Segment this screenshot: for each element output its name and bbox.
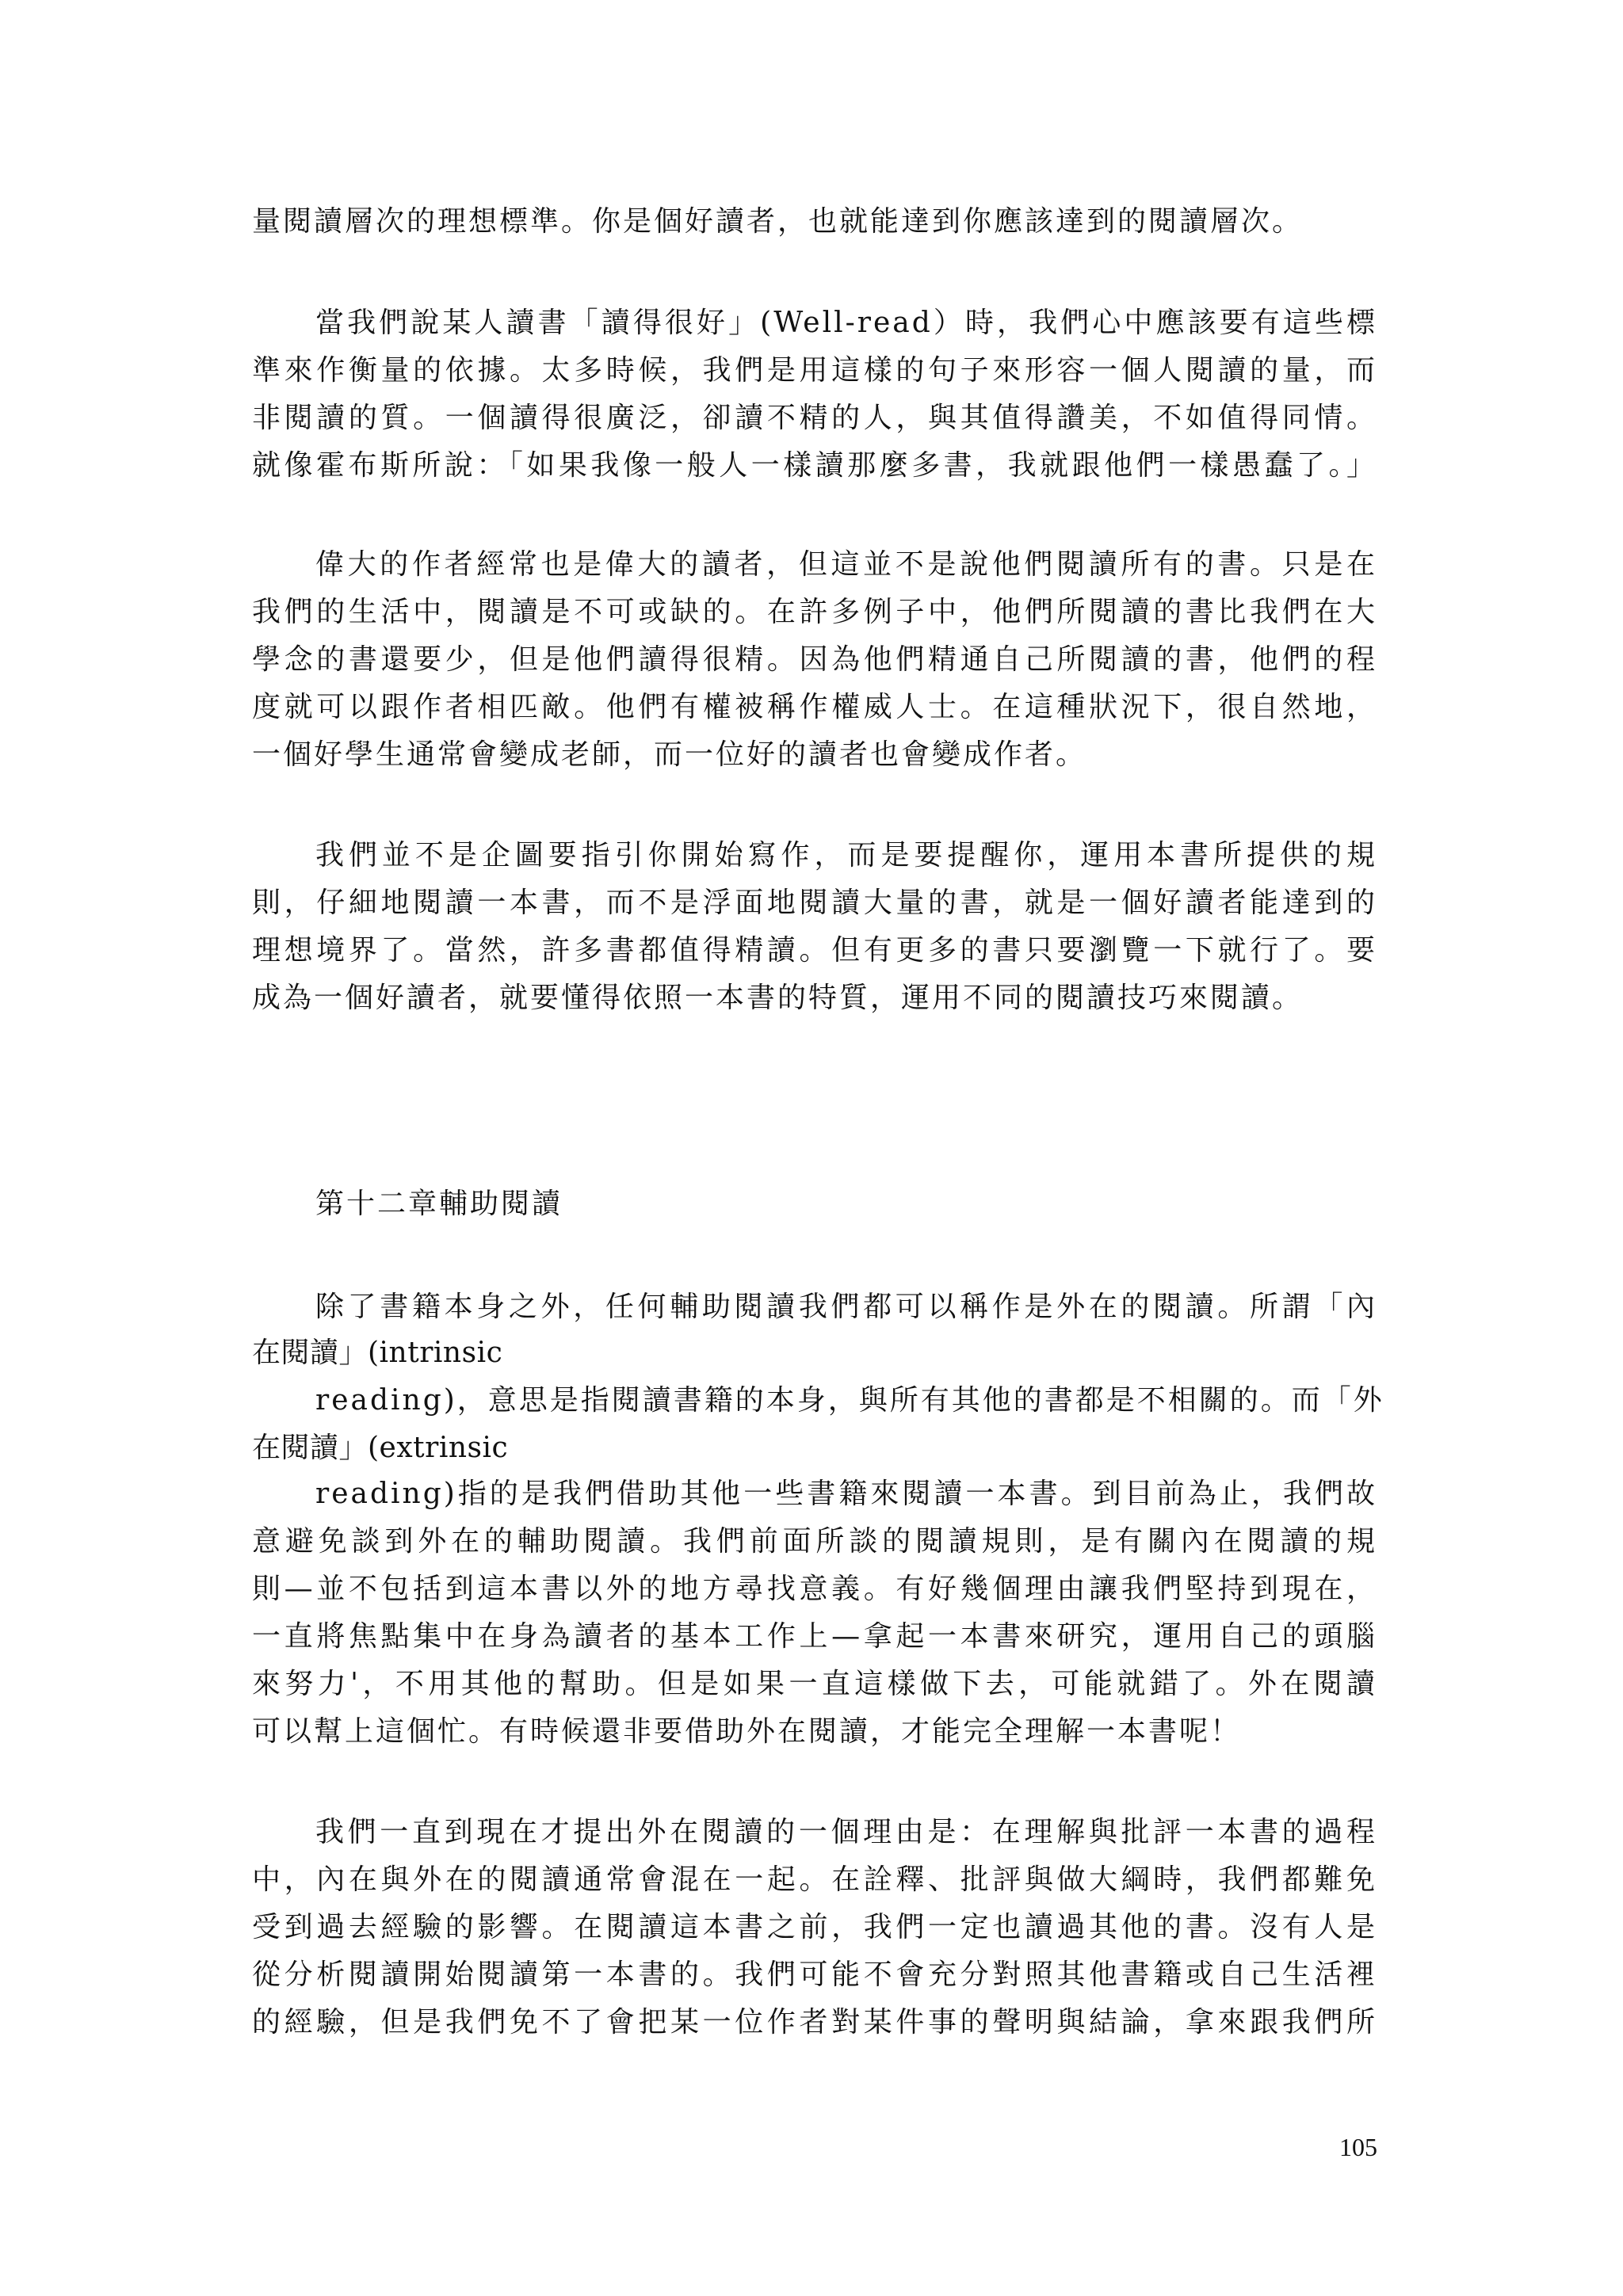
- paragraph-5-line-5: reading)指的是我們借助其他一些書籍來閱讀一本書。到目前為止，我們故: [315, 1478, 1377, 1510]
- page-number: 105: [1339, 2133, 1377, 2161]
- paragraph-6-line-5: 的經驗，但是我們免不了會把某一位作者對某件事的聲明與結論，拿來跟我們所: [252, 2006, 1377, 2039]
- paragraph-4-line-1: 我們並不是企圖要指引你開始寫作，而是要提醒你，運用本書所提供的規: [315, 839, 1377, 871]
- paragraph-6-line-1: 我們一直到現在才提出外在閱讀的一個理由是：在理解與批評一本書的過程: [315, 1816, 1377, 1848]
- paragraph-6-line-2: 中，內在與外在的閱讀通常會混在一起。在詮釋、批評與做大綱時，我們都難免: [252, 1863, 1377, 1896]
- paragraph-5-line-7: 則—並不包括到這本書以外的地方尋找意義。有好幾個理由讓我們堅持到現在，: [252, 1573, 1377, 1605]
- paragraph-5-line-4: 在閱讀」(extrinsic: [252, 1432, 509, 1464]
- paragraph-2-line-3: 非閱讀的質。一個讀得很廣泛，卻讀不精的人，與其值得讚美，不如值得同情。: [252, 402, 1377, 434]
- paragraph-3-line-1: 偉大的作者經常也是偉大的讀者，但這並不是說他們閱讀所有的書。只是在: [315, 548, 1377, 581]
- paragraph-2-line-2: 準來作衡量的依據。太多時候，我們是用這樣的句子來形容一個人閱讀的量，而: [252, 354, 1377, 387]
- paragraph-4-line-3: 理想境界了。當然，許多書都值得精讀。但有更多的書只要瀏覽一下就行了。要: [252, 934, 1377, 967]
- paragraph-5-line-10: 可以幫上這個忙。有時候還非要借助外在閱讀，才能完全理解一本書呢！: [252, 1715, 1242, 1748]
- paragraph-6-line-3: 受到過去經驗的影響。在閱讀這本書之前，我們一定也讀過其他的書。沒有人是: [252, 1911, 1377, 1943]
- paragraph-5-line-6: 意避免談到外在的輔助閱讀。我們前面所談的閱讀規則，是有關內在閱讀的規: [252, 1525, 1377, 1558]
- paragraph-2-line-1: 當我們說某人讀書「讀得很好」(Well-read）時，我們心中應該要有這些標: [315, 307, 1377, 339]
- paragraph-5-line-2: 在閱讀」(intrinsic: [252, 1337, 503, 1369]
- paragraph-6-line-4: 從分析閱讀開始閱讀第一本書的。我們可能不會充分對照其他書籍或自己生活裡: [252, 1958, 1377, 1991]
- paragraph-5-line-1: 除了書籍本身之外，任何輔助閱讀我們都可以稱作是外在的閱讀。所謂「內: [315, 1291, 1377, 1323]
- paragraph-4-line-4: 成為一個好讀者，就要懂得依照一本書的特質，運用不同的閱讀技巧來閱讀。: [252, 982, 1304, 1014]
- paragraph-3-line-5: 一個好學生通常會變成老師，而一位好的讀者也會變成作者。: [252, 738, 1087, 771]
- paragraph-3-line-4: 度就可以跟作者相匹敵。他們有權被稱作權威人士。在這種狀況下，很自然地，: [252, 691, 1377, 723]
- paragraph-4-line-2: 則，仔細地閱讀一本書，而不是浮面地閱讀大量的書，就是一個好讀者能達到的: [252, 887, 1377, 919]
- paragraph-1-line-1: 量閱讀層次的理想標準。你是個好讀者，也就能達到你應該達到的閱讀層次。: [252, 205, 1304, 238]
- paragraph-3-line-2: 我們的生活中，閱讀是不可或缺的。在許多例子中，他們所閱讀的書比我們在大: [252, 596, 1377, 628]
- paragraph-5-line-8: 一直將焦點集中在身為讀者的基本工作上—拿起一本書來研究，運用自己的頭腦: [252, 1620, 1377, 1653]
- paragraph-5-line-3: reading)，意思是指閱讀書籍的本身，與所有其他的書都是不相關的。而「外: [315, 1384, 1384, 1417]
- paragraph-5-line-9: 來努力'，不用其他的幫助。但是如果一直這樣做下去，可能就錯了。外在閱讀: [252, 1668, 1377, 1700]
- paragraph-2-line-4: 就像霍布斯所說：「如果我像一般人一樣讀那麼多書，我就跟他們一樣愚蠢了。」: [252, 449, 1377, 482]
- paragraph-3-line-3: 學念的書還要少，但是他們讀得很精。因為他們精通自己所閱讀的書，他們的程: [252, 643, 1377, 676]
- chapter-title: 第十二章輔助閱讀: [315, 1188, 563, 1220]
